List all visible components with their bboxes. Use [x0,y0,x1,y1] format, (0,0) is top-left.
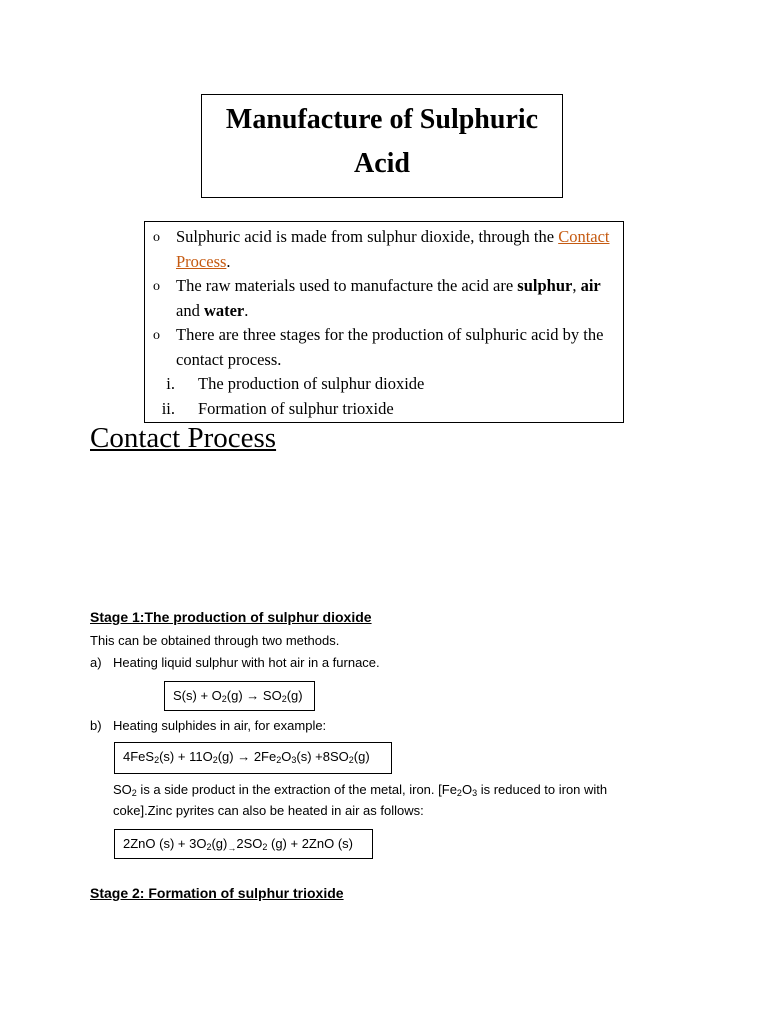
stage-1-intro: This can be obtained through two methods. [90,633,340,648]
stage-item: Formation of sulphur trioxide [198,399,394,418]
equation-2: $4FeS_2(s) + 11O_2(g) \to 2Fe_2O_3(s) +8SO_2(g)$ [114,742,392,774]
bullet-marker: o [153,328,160,343]
method-a-label: a) [90,655,102,670]
stage-1-heading: Stage 1:The production of sulphur dioxide [90,609,372,625]
bullet-3: There are three stages for the production of sulphuric acid by the contact process. [176,325,604,369]
so2-note-line-2: coke].Zinc pyrites can also be heated in air as follows: [113,803,424,818]
stage-item: The production of sulphur dioxide [198,374,425,393]
title-box [201,94,563,198]
intro-box [144,221,624,423]
equation-1: $S(s) + O_2(g) \to SO_2(g)$ [164,681,315,711]
bullet-2-comma: , [572,276,577,295]
stage-number: i. [166,374,175,393]
bullet-1-end: . [226,251,231,271]
bullet-1-text: Sulphuric acid is made from sulphur dioxide, through the [176,227,555,246]
method-a-text: Heating liquid sulphur with hot air in a furnace. [113,655,380,670]
contact-process-heading: Contact Process [90,422,277,454]
contact-process-link[interactable]: Contact Process [176,227,610,271]
stage-number: ii. [161,399,175,418]
bullet-marker: o [153,230,160,245]
word-air: air [580,276,601,295]
equation-3: 2ZnO $(s) + 3O_2(g)_\to 2SO_2$ (g) + 2ZnO (s) [114,829,373,859]
title-line-1: Manufacture of Sulphuric [225,104,539,135]
bullet-2-end: . [244,300,249,320]
title-line-2: Acid [354,148,410,179]
method-b-text: Heating sulphides in air, for example: [113,718,327,733]
bullet-1 [176,225,616,274]
bullet-marker: o [153,279,160,294]
stage-2-heading: Stage 2: Formation of sulphur trioxide [90,885,344,901]
word-water: water [203,300,245,320]
bullet-2 [176,274,616,323]
bullet-2-text: The raw materials used to manufacture the acid are [176,276,514,295]
so2-note: $SO_2$ is a side product in the extraction of the metal, iron. [$Fe_2O_3$ is reduced to iron with [113,782,608,798]
method-b-label: b) [90,718,102,733]
word-sulphur: sulphur [517,276,573,295]
word-and: and [176,300,200,320]
